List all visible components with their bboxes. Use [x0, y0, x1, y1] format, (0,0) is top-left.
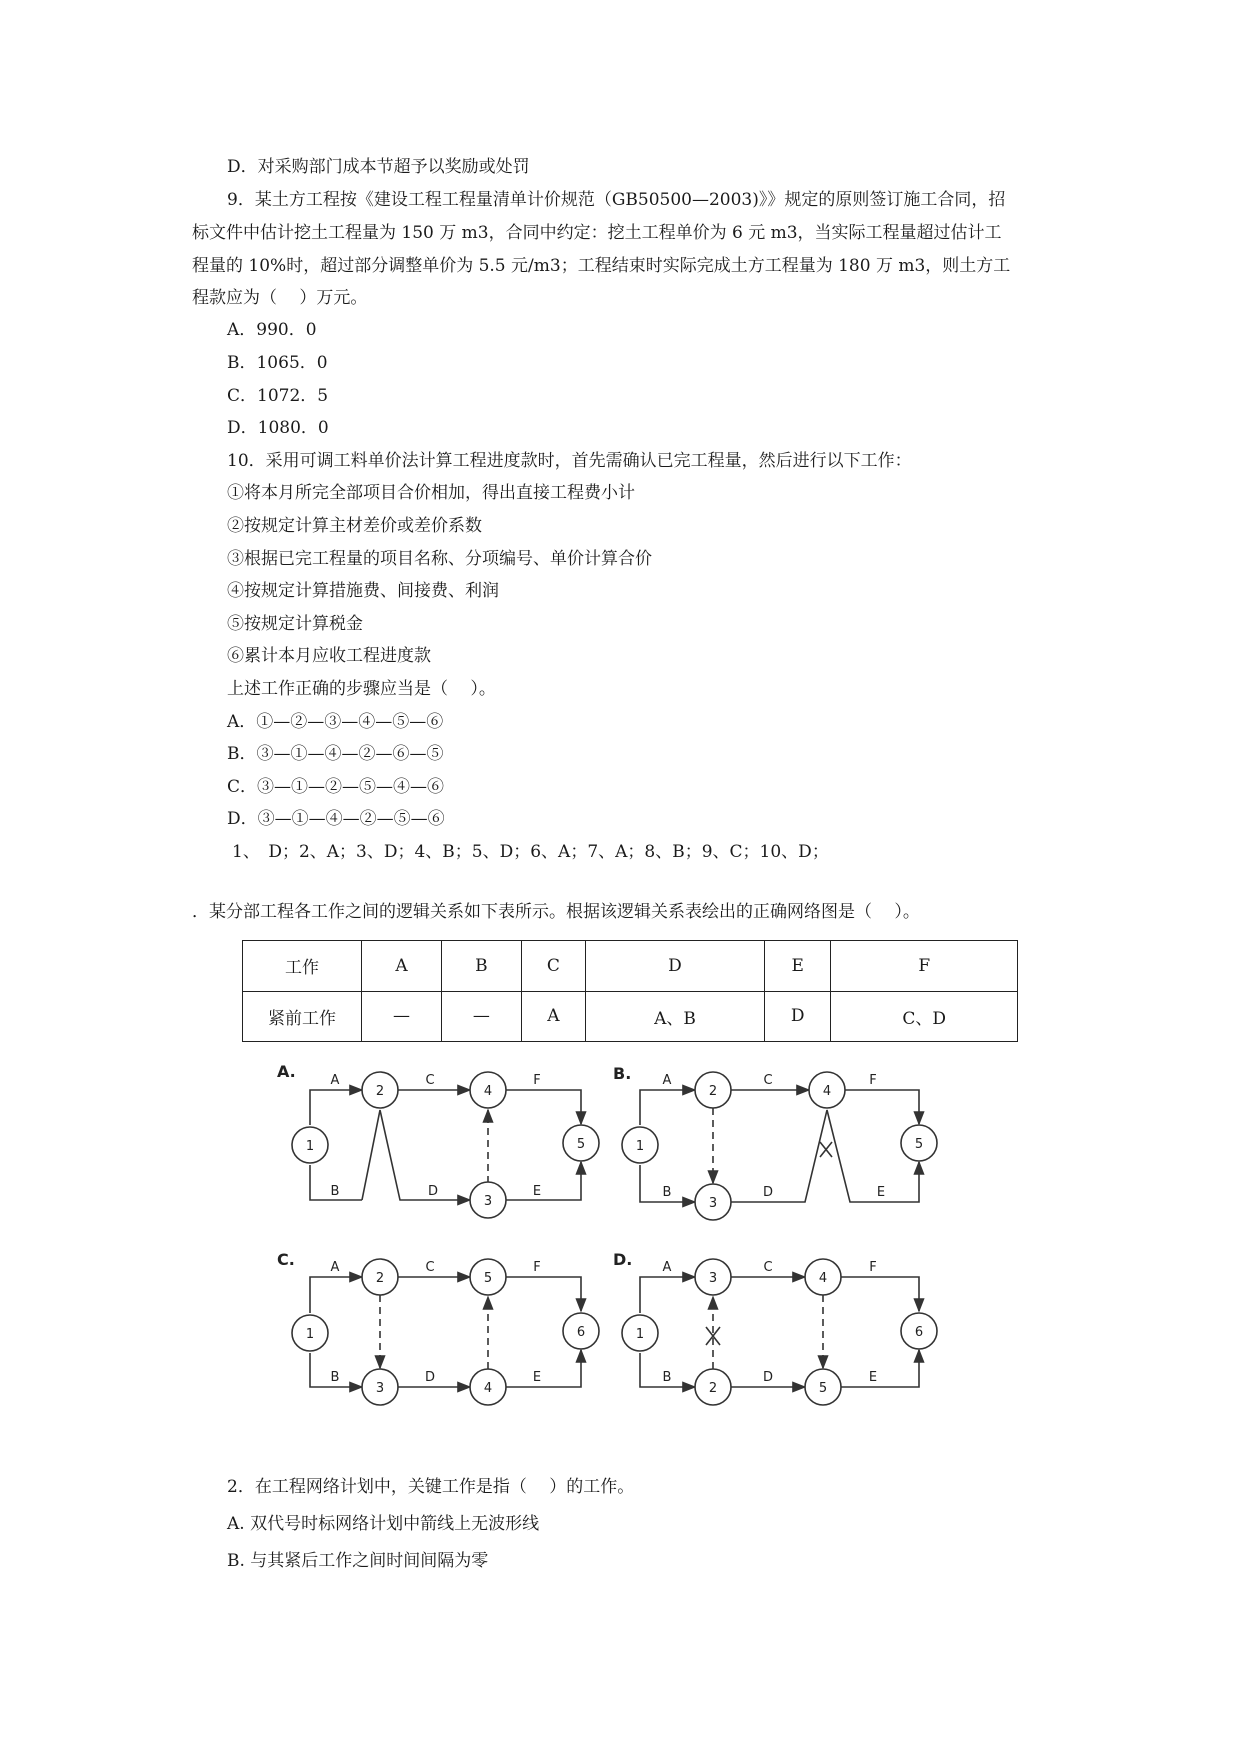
arrow-label: C [425, 1260, 435, 1275]
arrow-label: B [330, 1370, 340, 1385]
q10-step-5: ⑤按规定计算税金 [227, 614, 363, 634]
table-cell: A、B [585, 991, 764, 1042]
arrow-label: C [763, 1073, 773, 1088]
q9-stem-line-4: 程款应为（ ）万元。 [192, 288, 368, 308]
node-label: 5 [483, 1271, 493, 1286]
network-diagrams-figure [265, 1065, 955, 1445]
node-label: 1 [635, 1139, 645, 1154]
arrow-label: A [662, 1260, 672, 1275]
q10-step-6: ⑥累计本月应收工程进度款 [227, 646, 431, 666]
node-label: 3 [483, 1194, 493, 1209]
node-label: 1 [305, 1139, 315, 1154]
node-label: 1 [305, 1327, 315, 1342]
panel-label-c: C. [277, 1250, 295, 1269]
q10-ask: 上述工作正确的步骤应当是（ ）。 [227, 679, 496, 699]
node-label: 5 [914, 1137, 924, 1152]
panel-label-d: D. [613, 1250, 633, 1269]
panel-label-b: B. [613, 1065, 632, 1083]
q10-stem: 10．采用可调工料单价法计算工程进度款时，首先需确认已完工程量，然后进行以下工作： [227, 451, 912, 471]
arrow-label: F [533, 1073, 541, 1088]
node-label: 2 [375, 1271, 385, 1286]
q2-option-b: B. 与其紧后工作之间时间间隔为零 [227, 1551, 489, 1571]
node-label: 6 [914, 1325, 924, 1340]
table-cell: F [831, 941, 1018, 992]
network-question-stem: ．某分部工程各工作之间的逻辑关系如下表所示。根据该逻辑关系表绘出的正确网络图是（ ）。 [192, 902, 920, 922]
node-label: 5 [818, 1381, 828, 1396]
node-label: 4 [483, 1381, 493, 1396]
arrow-label: C [763, 1260, 773, 1275]
node-label: 3 [708, 1271, 718, 1286]
table-cell: D [764, 991, 831, 1042]
q9-stem-line-1: 9．某土方工程按《建设工程工程量清单计价规范（GB50500—2003)》》规定的原则签订施工合同，招 [227, 190, 1006, 210]
q10-option-b: B．③—①—④—②—⑥—⑤ [227, 744, 444, 764]
arrow-label: A [330, 1260, 340, 1275]
table-row [243, 941, 1018, 992]
node-label: 4 [822, 1084, 832, 1099]
arrow-label: D [762, 1185, 774, 1200]
table-cell: 工作 [243, 941, 362, 992]
q10-step-3: ③根据已完工程量的项目名称、分项编号、单价计算合价 [227, 549, 652, 569]
table-row [243, 991, 1018, 1042]
arrow-label: D [424, 1370, 436, 1385]
arrow-label: B [662, 1370, 672, 1385]
arrow-label: E [876, 1185, 886, 1200]
q10-step-1: ①将本月所完全部项目合价相加，得出直接工程费小计 [227, 483, 635, 503]
q10-option-d: D．③—①—④—②—⑤—⑥ [227, 809, 445, 829]
arrow-label: C [425, 1073, 435, 1088]
table-cell: — [441, 991, 521, 1042]
q9-option-d: D．1080．0 [227, 418, 329, 438]
arrow-label: E [868, 1370, 878, 1385]
arrow-label: E [532, 1370, 542, 1385]
arrow-label: F [869, 1073, 877, 1088]
q9-option-a: A．990．0 [227, 320, 317, 340]
arrow-label: B [662, 1185, 672, 1200]
answer-key: 1、 D；2、A；3、D；4、B；5、D；6、A；7、A；8、B；9、C；10、D； [232, 842, 829, 862]
node-label: 2 [708, 1381, 718, 1396]
table-cell: C [521, 941, 585, 992]
table-cell: 紧前工作 [243, 991, 362, 1042]
arrow-label: B [330, 1184, 340, 1199]
arrow-label: F [869, 1260, 877, 1275]
node-label: 1 [635, 1327, 645, 1342]
q10-option-c: C．③—①—②—⑤—④—⑥ [227, 777, 445, 797]
arrow-label: D [762, 1370, 774, 1385]
q9-option-b: B．1065．0 [227, 353, 328, 373]
node-label: 5 [576, 1137, 586, 1152]
table-cell: A [521, 991, 585, 1042]
panel-label-a: A. [277, 1065, 296, 1081]
q2-option-a: A. 双代号时标网络计划中箭线上无波形线 [227, 1514, 540, 1534]
node-label: 3 [375, 1381, 385, 1396]
table-cell: A [362, 941, 442, 992]
node-label: 4 [483, 1084, 493, 1099]
q9-stem-line-3: 程量的 10%时，超过部分调整单价为 5.5 元/m3；工程结束时实际完成土方工程量为 180 万 m3，则土方工 [192, 256, 1011, 276]
node-label: 4 [818, 1271, 828, 1286]
q9-stem-line-2: 标文件中估计挖土工程量为 150 万 m3，合同中约定：挖土工程单价为 6 元 m3，当实际工程量超过估计工 [192, 223, 1002, 243]
node-label: 2 [708, 1084, 718, 1099]
node-label: 2 [375, 1084, 385, 1099]
q9-option-c: C．1072．5 [227, 386, 329, 406]
q10-step-2: ②按规定计算主材差价或差价系数 [227, 516, 482, 536]
q2-stem: 2．在工程网络计划中，关键工作是指（ ）的工作。 [227, 1477, 635, 1497]
table-cell: B [441, 941, 521, 992]
arrow-label: F [533, 1260, 541, 1275]
arrow-label: E [532, 1184, 542, 1199]
node-label: 6 [576, 1325, 586, 1340]
table-cell: D [585, 941, 764, 992]
node-label: 3 [708, 1196, 718, 1211]
q10-option-a: A．①—②—③—④—⑤—⑥ [227, 712, 444, 732]
table-cell: — [362, 991, 442, 1042]
q8-option-d: D．对采购部门成本节超予以奖励或处罚 [227, 157, 530, 177]
q10-step-4: ④按规定计算措施费、间接费、利润 [227, 581, 499, 601]
arrow-label: A [330, 1073, 340, 1088]
arrow-label: D [427, 1184, 439, 1199]
table-cell: C、D [831, 991, 1018, 1042]
arrow-label: A [662, 1073, 672, 1088]
table-cell: E [764, 941, 831, 992]
logic-relation-table [242, 940, 1018, 1042]
